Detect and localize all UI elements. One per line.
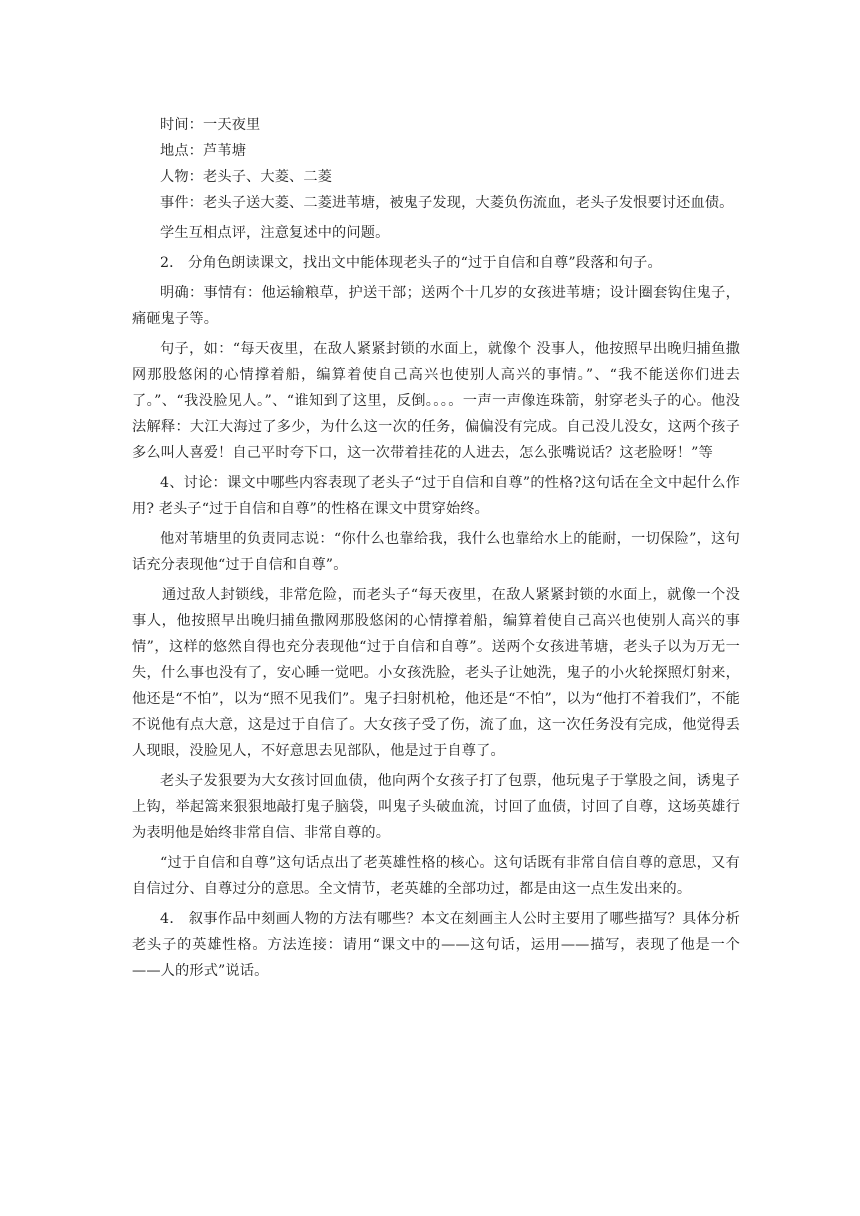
paragraph-task-2: 2． 分角色朗读课文，找出文中能体现老头子的“过于自信和自尊”段落和句子。 [160,255,662,271]
paragraph-revenge: 老头子发狠要为大女孩讨回血债，他向两个女孩子打了包票，他玩鬼子于掌股之间，诱鬼子上钩，举起篙来狠狠地敲打鬼子脑袋，叫鬼子头破血流，讨回了血债，讨回了自尊，这场英雄行为表明他是始终非常自信、非常自尊的。 [132,773,740,841]
paragraph-task-4: 4． 叙事作品中刻画人物的方法有哪些？本文在刻画主人公时主要用了哪些描写？具体分析老头子的英雄性格。方法连接：请用“课文中的——这句话，运用——描写，表现了他是一个——人的形式”说话。 [132,911,740,979]
paragraph-core: “过于自信和自尊”这句话点出了老英雄性格的核心。这句话既有非常自信自尊的意思，又有自信过分、自尊过分的意思。全文情节，老英雄的全部功过，都是由这一点生发出来的。 [132,855,740,897]
paragraph-sentences: 句子，如：“每天夜里，在敌人紧紧封锁的水面上，就像个 没事人，他按照早出晚归捕鱼撒网那股悠闲的心情撑着船，编算着使自己高兴也使别人高兴的事情。”、“我不能送你们进去了。”、“我没脸见人。”、“谁知到了这里，反倒。。。。一声一声像连珠箭，射穿老头子的心。他没法解释：大江大海过了多少，为什么这一次的任务，偏偏没有完成。自己没儿没女，这两个孩子多么叫人喜爱！自己平时夸下口，这一次带着挂花的人进去，怎么张嘴说话？这老脸呀！”等 [132,341,740,461]
paragraph-characters: 人物：老头子、大菱、二菱 [160,169,333,185]
paragraph-discussion: 4、讨论：课文中哪些内容表现了老头子“过于自信和自尊”的性格?这句话在全文中起什么作用? 老头子“过于自信和自尊”的性格在课文中贯穿始终。 [132,475,740,517]
paragraph-quote: 他对苇塘里的负责同志说：“你什么也靠给我，我什么也靠给水上的能耐，一切保险”，这句话充分表现他“过于自信和自尊”。 [132,531,740,573]
paragraph-clarify: 明确：事情有：他运输粮草，护送干部；送两个十几岁的女孩进苇塘；设计圈套钩住鬼子，痛砸鬼子等。 [132,285,740,327]
paragraph-place: 地点：芦苇塘 [160,143,247,159]
document-body [132,112,740,984]
paragraph-peer-review: 学生互相点评，注意复述中的问题。 [160,225,390,241]
paragraph-event: 事件：老头子送大菱、二菱进苇塘，被鬼子发现，大菱负伤流血，老头子发恨要讨还血债。 [160,195,734,211]
paragraph-time: 时间：一天夜里 [160,117,261,133]
paragraph-analysis: 通过敌人封锁线，非常危险，而老头子“每天夜里，在敌人紧紧封锁的水面上，就像一个没事人，他按照早出晚归捕鱼撒网那股悠闲的心情撑着船，编算着使自己高兴也使别人高兴的事情”，这样的悠然自得也充分表现他“过于自信和自尊”。送两个女孩进苇塘，老头子以为万无一失，什么事也没有了，安心睡一觉吧。小女孩洗脸，老头子让她洗，鬼子的小火轮探照灯射来，他还是“不怕”，以为“照不见我们”。鬼子扫射机枪，他还是“不怕”，以为“他打不着我们”，不能不说他有点大意，这是过于自信了。大女孩子受了伤，流了血，这一次任务没有完成，他觉得丢人现眼，没脸见人，不好意思去见部队，他是过于自尊了。 [132,587,740,759]
